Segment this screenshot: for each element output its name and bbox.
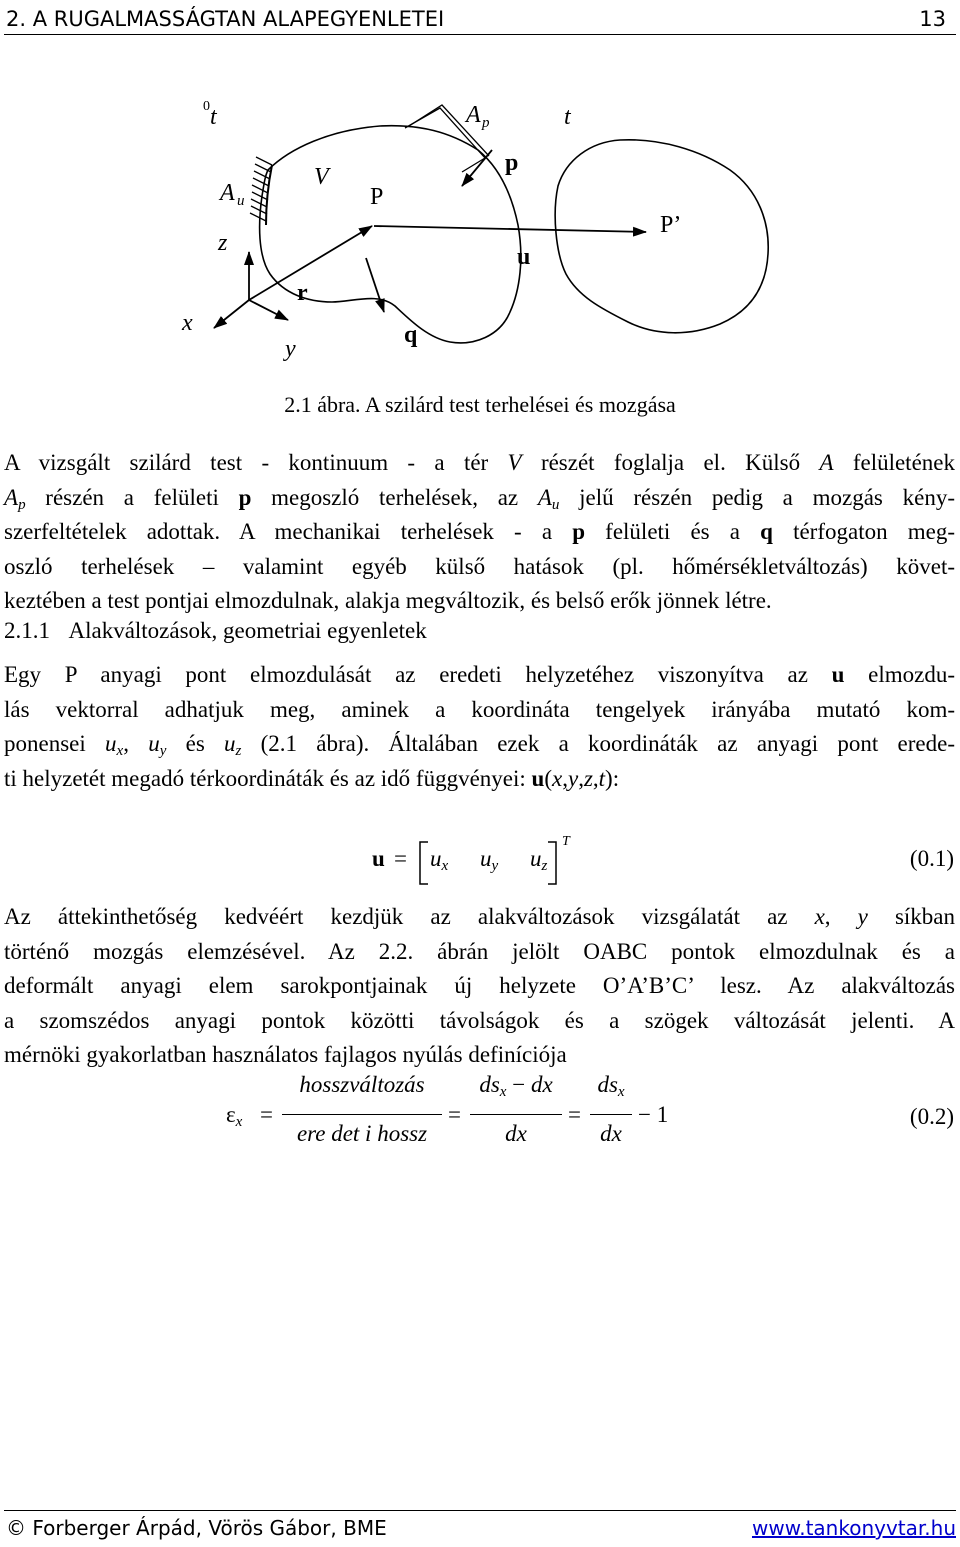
eq2-fraction-1: hosszváltozás ere det i hossz bbox=[282, 1072, 442, 1155]
y-axis bbox=[249, 300, 288, 320]
r-vector bbox=[249, 226, 372, 300]
equation-number-0-2: (0.2) bbox=[909, 1104, 954, 1129]
t0-label: 0 bbox=[203, 99, 210, 114]
page-header bbox=[4, 4, 956, 36]
p-vector bbox=[462, 150, 492, 186]
para2-line-2: lás vektorral adhatjuk meg, aminek a koordináta tengelyek irányába mutató kom- bbox=[4, 696, 955, 722]
figure-caption: 2.1 ábra. A szilárd test terhelései és mozgása bbox=[284, 392, 676, 417]
r-label: r bbox=[297, 280, 308, 306]
q-label: q bbox=[404, 322, 418, 348]
chapter-title: 2. A RUGALMASSÁGTAN ALAPEGYENLETEI bbox=[6, 7, 445, 31]
body-outline-initial bbox=[260, 126, 521, 343]
footer-url-link[interactable]: www.tankonyvtar.hu bbox=[751, 1516, 956, 1540]
au-label: A bbox=[220, 180, 235, 206]
para1-line-1: A vizsgált szilárd test - kontinuum - a tér V részét foglalja el. Külső A felületének bbox=[4, 450, 955, 475]
para3-line-5: mérnöki gyakorlatban használatos fajlagos nyúlás definíciója bbox=[4, 1042, 567, 1067]
x-label: x bbox=[182, 310, 193, 336]
paragraph-1 bbox=[4, 446, 955, 619]
paragraph-3 bbox=[4, 900, 955, 1073]
q-vector bbox=[366, 258, 384, 312]
para3-line-2: történő mozgás elemzésével. Az 2.2. ábrán jelölt OABC pontok elmozdulnak és a bbox=[4, 938, 955, 964]
z-label: z bbox=[218, 230, 228, 256]
eq2-fraction-3: $ds_x$ dx bbox=[590, 1072, 632, 1155]
u-vector bbox=[374, 226, 646, 232]
footer-copyright: © Forberger Árpád, Vörös Gábor, BME bbox=[6, 1516, 387, 1540]
footer-rule bbox=[4, 1510, 956, 1511]
section-heading bbox=[4, 618, 427, 644]
p-point-label: P bbox=[370, 184, 384, 210]
page-number: 13 bbox=[919, 7, 946, 31]
ap-label-sub: p bbox=[482, 115, 490, 131]
section-title: Alakváltozások, geometriai egyenletek bbox=[68, 618, 427, 643]
y-label: y bbox=[285, 336, 296, 362]
para1-line-2: $A_p$ részén a felületi p megoszló terhelések, az $A_u$ jelű részén pedig a mozgás kény- bbox=[4, 484, 955, 513]
figure-2-1 bbox=[0, 60, 960, 390]
au-label-sub: u bbox=[237, 193, 245, 209]
ap-label: A bbox=[466, 102, 481, 128]
support-hatching bbox=[250, 157, 272, 225]
page-footer bbox=[6, 1516, 956, 1542]
para2-line-1: Egy P anyagi pont elmozdulását az eredeti helyzetéhez viszonyítva az u elmozdu- bbox=[4, 662, 956, 687]
para1-line-5: keztében a test pontjai elmozdulnak, alakja megváltozik, és belső erők jönnek létre. bbox=[4, 588, 772, 613]
section-number: 2.1.1 bbox=[4, 618, 50, 643]
equation-0-1: u = $u_x$ $u_y$ $u_z$ T bbox=[372, 838, 602, 892]
t-label-right: t bbox=[564, 104, 571, 130]
para1-line-3: szerfeltételek adottak. A mechanikai terhelések - a p felületi és a q térfogaton meg- bbox=[4, 519, 955, 544]
para3-line-1: Az áttekinthetőség kedvéért kezdjük az alakváltozások vizsgálatát az x, y síkban bbox=[4, 904, 955, 929]
p-prime-label: P’ bbox=[660, 212, 682, 238]
para3-line-4: a szomszédos anyagi pontok közötti távolságok és a szögek változását jelenti. A bbox=[4, 1007, 955, 1033]
para1-line-4: oszló terhelések – valamint egyéb külső hatások (pl. hőmérsékletváltozás) követ- bbox=[4, 553, 955, 579]
header-rule bbox=[4, 34, 956, 35]
para2-line-4: ti helyzetét megadó térkoordináták és az idő függvényei: u(x,y,z,t): bbox=[4, 765, 620, 791]
p-vector-label: p bbox=[505, 150, 519, 176]
equation-number-0-1: (0.1) bbox=[909, 846, 954, 871]
x-axis bbox=[214, 300, 249, 328]
equation-0-2: $\varepsilon_x$ = hosszváltozás ere det i hossz = $ds_x$ − dx dx = $ds_x$ dx − 1 bbox=[226, 1072, 686, 1162]
u-vector-label: u bbox=[517, 244, 531, 270]
para3-line-3: deformált anyagi elem sarokpontjainak új helyzete O’A’B’C’ lesz. Az alakváltozás bbox=[4, 973, 955, 998]
v-label: V bbox=[314, 164, 329, 190]
para2-line-3: ponensei $u_x$, $u_y$ és $u_z$ (2.1 ábra). Általában ezek a koordináták az anyagi pont erede- bbox=[4, 731, 955, 759]
t0-label-t: t bbox=[210, 104, 217, 130]
paragraph-2 bbox=[4, 658, 955, 796]
eq2-fraction-2: $ds_x$ − dx dx bbox=[470, 1072, 562, 1155]
